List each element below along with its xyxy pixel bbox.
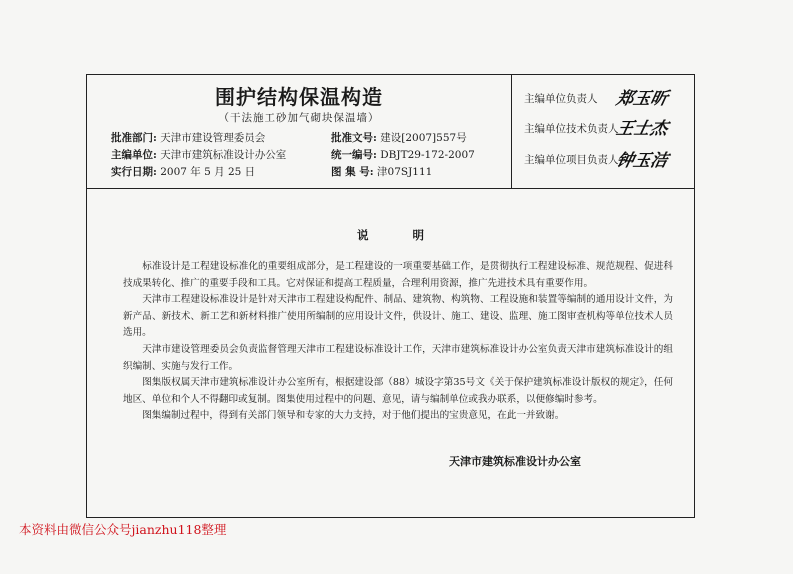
atlas-no-value: 津07SJ111: [377, 166, 433, 178]
approver-label: 批准部门:: [111, 132, 157, 144]
tech-responsible-label: 主编单位技术负责人: [524, 123, 619, 135]
approval-no-label: 批准文号:: [331, 132, 377, 144]
watermark-text: 本资料由微信公众号jianzhu118整理: [19, 522, 227, 537]
approver-value: 天津市建设管理委员会: [160, 132, 266, 144]
date-value: 2007 年 5 月 25 日: [160, 166, 256, 178]
chief-signature: 郑玉昕: [614, 89, 670, 109]
approval-no-row: [331, 130, 467, 145]
document-title: 围护结构保温构造: [215, 85, 383, 109]
paragraph: 图集编制过程中，得到有关部门领导和专家的大力支持，对于他们提出的宝贵意见，在此一并致谢。: [142, 410, 565, 422]
editor-value: 天津市建筑标准设计办公室: [160, 149, 287, 161]
atlas-no-row: [331, 164, 432, 179]
tech-signature: 王士杰: [614, 119, 670, 139]
section-heading: 说明: [357, 228, 468, 242]
document-subtitle: （干法施工砂加气砌块保温墙）: [218, 112, 380, 124]
paragraph: 天津市工程建设标准设计是针对天津市工程建设构配件、制品、建筑物、构筑物、工程设施和装置等编制的通用设计文件，为新产品、新技术、新工艺和新材料推广使用所编制的应用设计文件，供设计、施工、建设、监理、施工图审查机构等单位技术人员选用。: [123, 294, 673, 339]
editor-label: 主编单位:: [111, 149, 157, 161]
date-row: [111, 164, 255, 179]
date-label: 实行日期:: [111, 166, 157, 178]
paragraph: 天津市建设管理委员会负责监督管理天津市工程建设标准设计工作，天津市建筑标准设计办公室负责天津市建筑标准设计的组织编制、实施与发行工作。: [123, 343, 673, 372]
editor-row: [111, 147, 286, 162]
project-signature: 钟玉洁: [614, 151, 670, 171]
header-divider: [87, 188, 694, 189]
chief-responsible-label: 主编单位负责人: [524, 93, 598, 105]
atlas-no-label: 图 集 号:: [331, 166, 374, 178]
approver-row: [111, 130, 265, 145]
unified-no-label: 统一编号:: [331, 149, 377, 161]
paragraph: 图集版权属天津市建筑标准设计办公室所有，根据建设部（88）城设字第35号文《关于保护建筑标准设计版权的规定》，任何地区、单位和个人不得翻印或复制。图集使用过程中的问题、意见，请与编制单位或我办联系，以便修编时参考。: [123, 377, 673, 405]
approval-no-value: 建设[2007]557号: [380, 132, 467, 144]
unified-no-value: DBJT29-172-2007: [380, 149, 475, 161]
project-responsible-label: 主编单位项目负责人: [524, 154, 619, 166]
description-body: [123, 259, 673, 425]
header-column-divider: [511, 75, 512, 188]
issuing-office: 天津市建筑标准设计办公室: [449, 455, 581, 468]
paragraph: 标准设计是工程建设标准化的重要组成部分，是工程建设的一项重要基础工作，是贯彻执行工程建设标准、规范规程、促进科技成果转化、推广的重要手段和工具。它对保证和提高工程质量，合理利用资源，推广先进技术具有重要作用。: [123, 261, 673, 289]
unified-no-row: [331, 147, 475, 162]
document-frame: [86, 74, 695, 518]
